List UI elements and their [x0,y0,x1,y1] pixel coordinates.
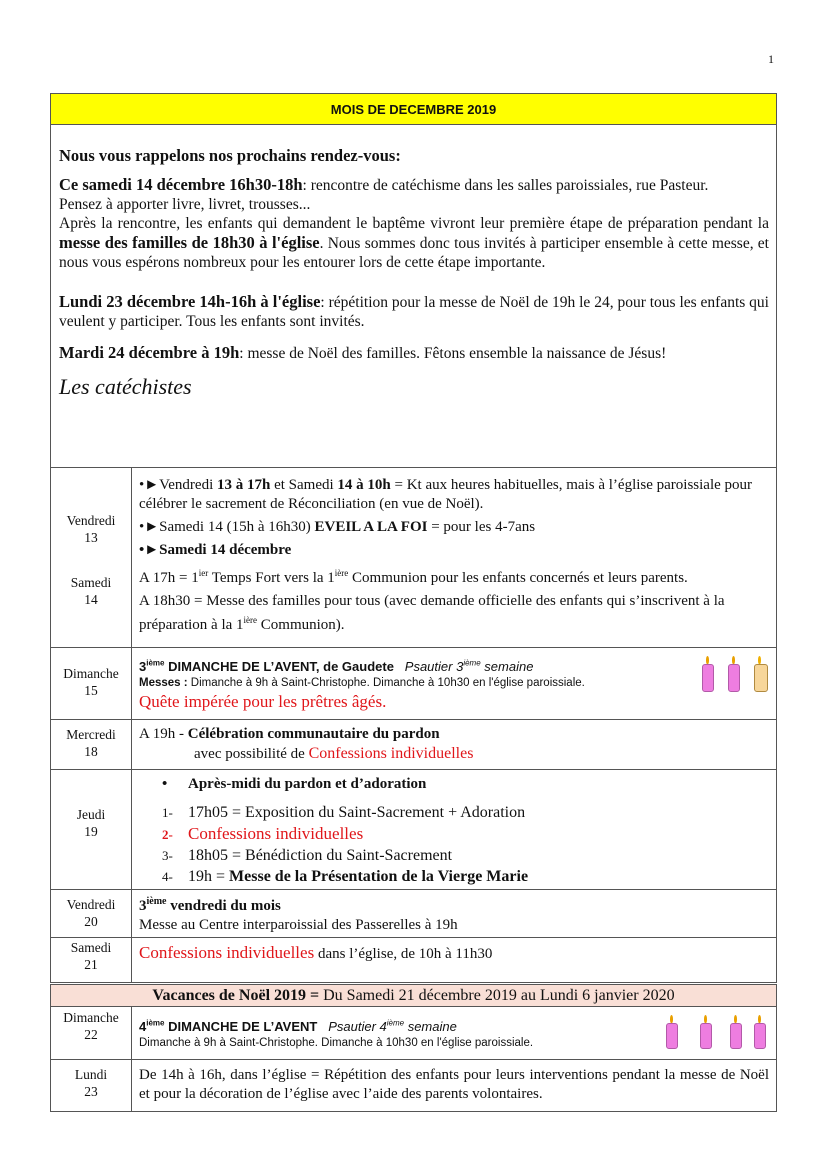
content-cell [132,468,777,648]
messes-line: Messes : Dimanche à 9h à Saint-Christophe. Dimanche à 10h30 en l'église paroissiale. [139,677,585,690]
advent-candles [702,664,768,698]
candle-icon [754,1023,766,1049]
table-row [51,770,777,890]
month-header: MOIS DE DECEMBRE 2019 [50,93,777,125]
signature: Les catéchistes [59,374,192,399]
day-cell: Jeudi 19 [51,770,132,890]
line: A 19h - Célébration communautaire du pardon [139,726,440,742]
table-row [51,1060,777,1112]
advent-candles [666,1023,766,1055]
sunday-title: 4ième DIMANCHE DE L’AVENT Psautier 4ième semaine [139,1019,457,1035]
list-item: 3- 18h05 = Bénédiction du Saint-Sacrement [162,847,453,864]
candle-icon [730,1023,742,1049]
candle-icon [754,664,768,692]
intro-p5: Mardi 24 décembre à 19h: messe de Noël des familles. Fêtons ensemble la naissance de Jésus! [59,343,667,362]
content-cell [132,1007,777,1060]
intro-p4: Lundi 23 décembre 14h-16h à l'église: répétition pour la messe de Noël de 19h le 24, pour tous les enfants qui veulent y participer. Tous les enfants sont invités. [59,292,769,330]
content-cell [132,720,777,770]
intro-p1: Ce samedi 14 décembre 16h30-18h: rencontre de catéchisme dans les salles paroissiales, rue Pasteur. [59,175,709,194]
day-cell: Vendredi 13 Samedi 14 [51,468,132,648]
line: Messe au Centre interparoissial des Passerelles à 19h [139,917,458,933]
table-row [51,938,777,983]
day-cell: Vendredi 20 [51,890,132,938]
intro-p3: Après la rencontre, les enfants qui demandent le baptême vivront leur première étape de préparation pendant la messe des familles de 18h30 à l'église. Nous sommes donc tous invités à participer ensemble à cette messe, et nous vous espérons nombreux pour les entourer lors de cette étape importante. [59,215,769,271]
line: 3ième vendredi du mois [139,896,281,914]
day-cell: Mercredi 18 [51,720,132,770]
day-cell: Samedi 21 [51,938,132,983]
messes-line: Dimanche à 9h à Saint-Christophe. Dimanche à 10h30 en l'église paroissiale. [139,1037,534,1050]
quete-line: Quête impérée pour les prêtres âgés. [139,692,387,712]
list-item: 1- 17h05 = Exposition du Saint-Sacrement + Adoration [162,804,526,821]
line: A 18h30 = Messe des familles pour tous (avec demande officielle des enfants qui s’inscrivent à la préparation à la $1^{ière}$ Communion). [139,593,725,633]
candle-icon [728,664,740,692]
day-cell: Dimanche 15 [51,648,132,720]
table-row [51,468,777,648]
vacances-banner: Vacances de Noël 2019 = Du Samedi 21 décembre 2019 au Lundi 6 janvier 2020 [50,984,777,1007]
schedule-table [50,467,777,983]
table-row [51,890,777,938]
line: •►Vendredi 13 à 17h et Samedi 14 à 10h = Kt aux heures habituelles, mais à l’église paroissiale pour célébrer le sacrement de Réconciliation (en vue de Noël). [139,477,753,512]
candle-icon [700,1023,712,1049]
intro-heading: Nous vous rappelons nos prochains rendez-vous: [59,146,401,165]
intro-p2: Pensez à apporter livre, livret, trousses... [59,196,311,213]
content-cell [132,648,777,720]
content-cell [132,770,777,890]
list-item: 4- 19h = Messe de la Présentation de la Vierge Marie [162,868,529,885]
day-cell: Dimanche 22 [51,1007,132,1060]
candle-icon [702,664,714,692]
schedule-table-2 [50,1006,777,1112]
table-row [51,720,777,770]
line: A $17h = 1^{ier}$ Temps Fort vers la $1^{ière}$ Communion pour les enfants concernés et leurs parents. [139,568,688,586]
table-row [51,648,777,720]
table-row [51,1007,777,1060]
intro-box [50,124,777,468]
candle-icon [666,1023,678,1049]
page-number: 1 [768,52,774,66]
content-cell: De 14h à 16h, dans l’église = Répétition des enfants pour leurs interventions pendant la messe de Noël et pour la décoration de l’église avec l’aide des parents volontaires. [132,1060,777,1112]
line: • Après-midi du pardon et d’adoration [162,776,427,792]
line: •►Samedi 14 décembre [139,542,292,558]
content-cell: Confessions individuelles dans l’église, de 10h à 11h30 [132,938,777,983]
line: avec possibilité de Confessions individuelles [194,745,474,762]
sunday-title: 3ième DIMANCHE DE L’AVENT, de Gaudete Psautier 3ième semaine [139,659,534,675]
day-cell: Lundi 23 [51,1060,132,1112]
list-item: 2- Confessions individuelles [162,824,364,843]
content-cell [132,890,777,938]
line: •►Samedi 14 (15h à 16h30) EVEIL A LA FOI = pour les 4-7ans [139,519,536,535]
pardon-list [162,802,769,887]
